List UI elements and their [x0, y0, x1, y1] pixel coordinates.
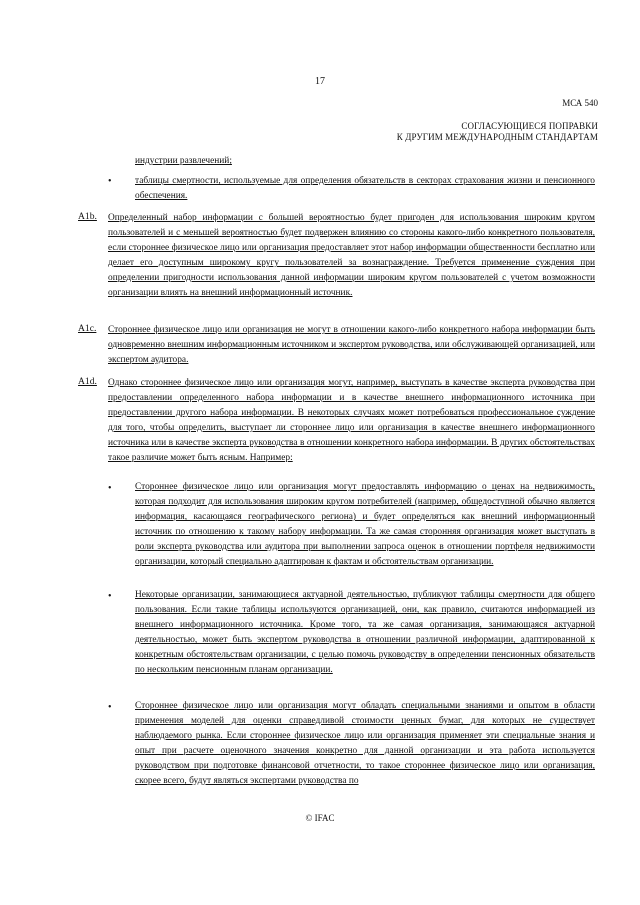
bullet-marker: • [108, 591, 112, 602]
paragraph-label-a1b: A1b. [78, 211, 97, 222]
paragraph-a1d-text: Однако стороннее физическое лицо или организация могут, например, выступать в качестве эксперта руководства при предоставлении определенного набора информации и в качестве внешнего информационного источника при предоставлении другого набора информации. В некоторых случаях может потребоваться профессиональное суждение для того, чтобы определить, выступает ли стороннее лицо или организация в качестве внешнего информационного источника или в качестве эксперта руководства в отношении конкретного набора информации. В других обстоятельствах такое различие может быть ясным. Например: [108, 378, 595, 463]
paragraph-a1c-text: Стороннее физическое лицо или организация не могут в отношении какого-либо конкретного набора информации быть одновременно внешним информационным источником и экспертом руководства, или обслуживающей организацией, или экспертом аудитора. [108, 325, 595, 365]
bullet-marker: • [108, 176, 112, 187]
header-line-2: К ДРУГИМ МЕЖДУНАРОДНЫМ СТАНДАРТАМ [396, 132, 598, 142]
running-header [397, 121, 598, 143]
paragraph-label-a1d: A1d. [78, 376, 97, 387]
page-footer: © IFAC [305, 813, 335, 823]
intro-bullet-mortality: таблицы смертности, используемые для определения обязательств в секторах страхования жизни и пенсионного обеспечения. [135, 176, 595, 201]
bullet-marker: • [108, 702, 112, 713]
page-number: 17 [315, 76, 325, 87]
list-item: Некоторые организации, занимающиеся актуарной деятельностью, публикуют таблицы смертности для общего пользования. Если такие таблицы используются организацией, они, как правило, считаются информацией из внешнего информационного источника. Кроме того, та же самая организация, занимающаяся актуарной деятельностью, может быть экспертом руководства в отношении различной информации, адаптированной к конкретным обстоятельствам организации, с целью помочь руководству в определении пенсионных обязательств по нескольким пенсионным планам организации. [135, 590, 595, 675]
intro-fragment: индустрии развлечений; [135, 156, 232, 166]
standard-id: МСА 540 [562, 98, 598, 108]
paragraph-a1b-text: Определенный набор информации с большей вероятностью будет пригоден для использования широким кругом пользователей и с меньшей вероятностью будет подвержен влиянию со стороны какого-либо конкретного пользователя, если стороннее физическое лицо или организация предоставляет этот набор информации общественности бесплатно или делает его доступным широкому кругу пользователей за вознаграждение. Требуется применение суждения при определении пригодности использования данной информации широким кругом пользователей с учетом возможности организации влиять на внешний информационный источник. [108, 213, 595, 298]
paragraph-label-a1c: A1c. [78, 323, 97, 334]
header-line-1: СОГЛАСУЮЩИЕСЯ ПОПРАВКИ [461, 121, 598, 131]
list-item: Стороннее физическое лицо или организация могут обладать специальными знаниями и опытом в области применения моделей для оценки справедливой стоимости ценных бумаг, для которых не существует наблюдаемого рынка. Если стороннее физическое лицо или организация применяет эти специальные знания и опыт при расчете оценочного значения конкретно для данной организации и эта работа используется руководством при подготовке финансовой отчетности, то такое стороннее физическое лицо или организация, скорее всего, будут являться экспертами руководства по [135, 701, 595, 786]
bullet-marker: • [108, 483, 112, 494]
list-item: Стороннее физическое лицо или организация могут предоставлять информацию о ценах на недвижимость, которая подходит для использования широким кругом потребителей (например, общедоступной обычно является информация, касающаяся географического региона) и будет определяться как внешний информационный источник по отношению к такому набору информации. Та же самая сторонняя организация может выступать в роли эксперта руководства или аудитора при выполнении запроса оценок в отношении портфеля недвижимости организации, который специально адаптирован к фактам и обстоятельствам организации. [135, 482, 595, 567]
